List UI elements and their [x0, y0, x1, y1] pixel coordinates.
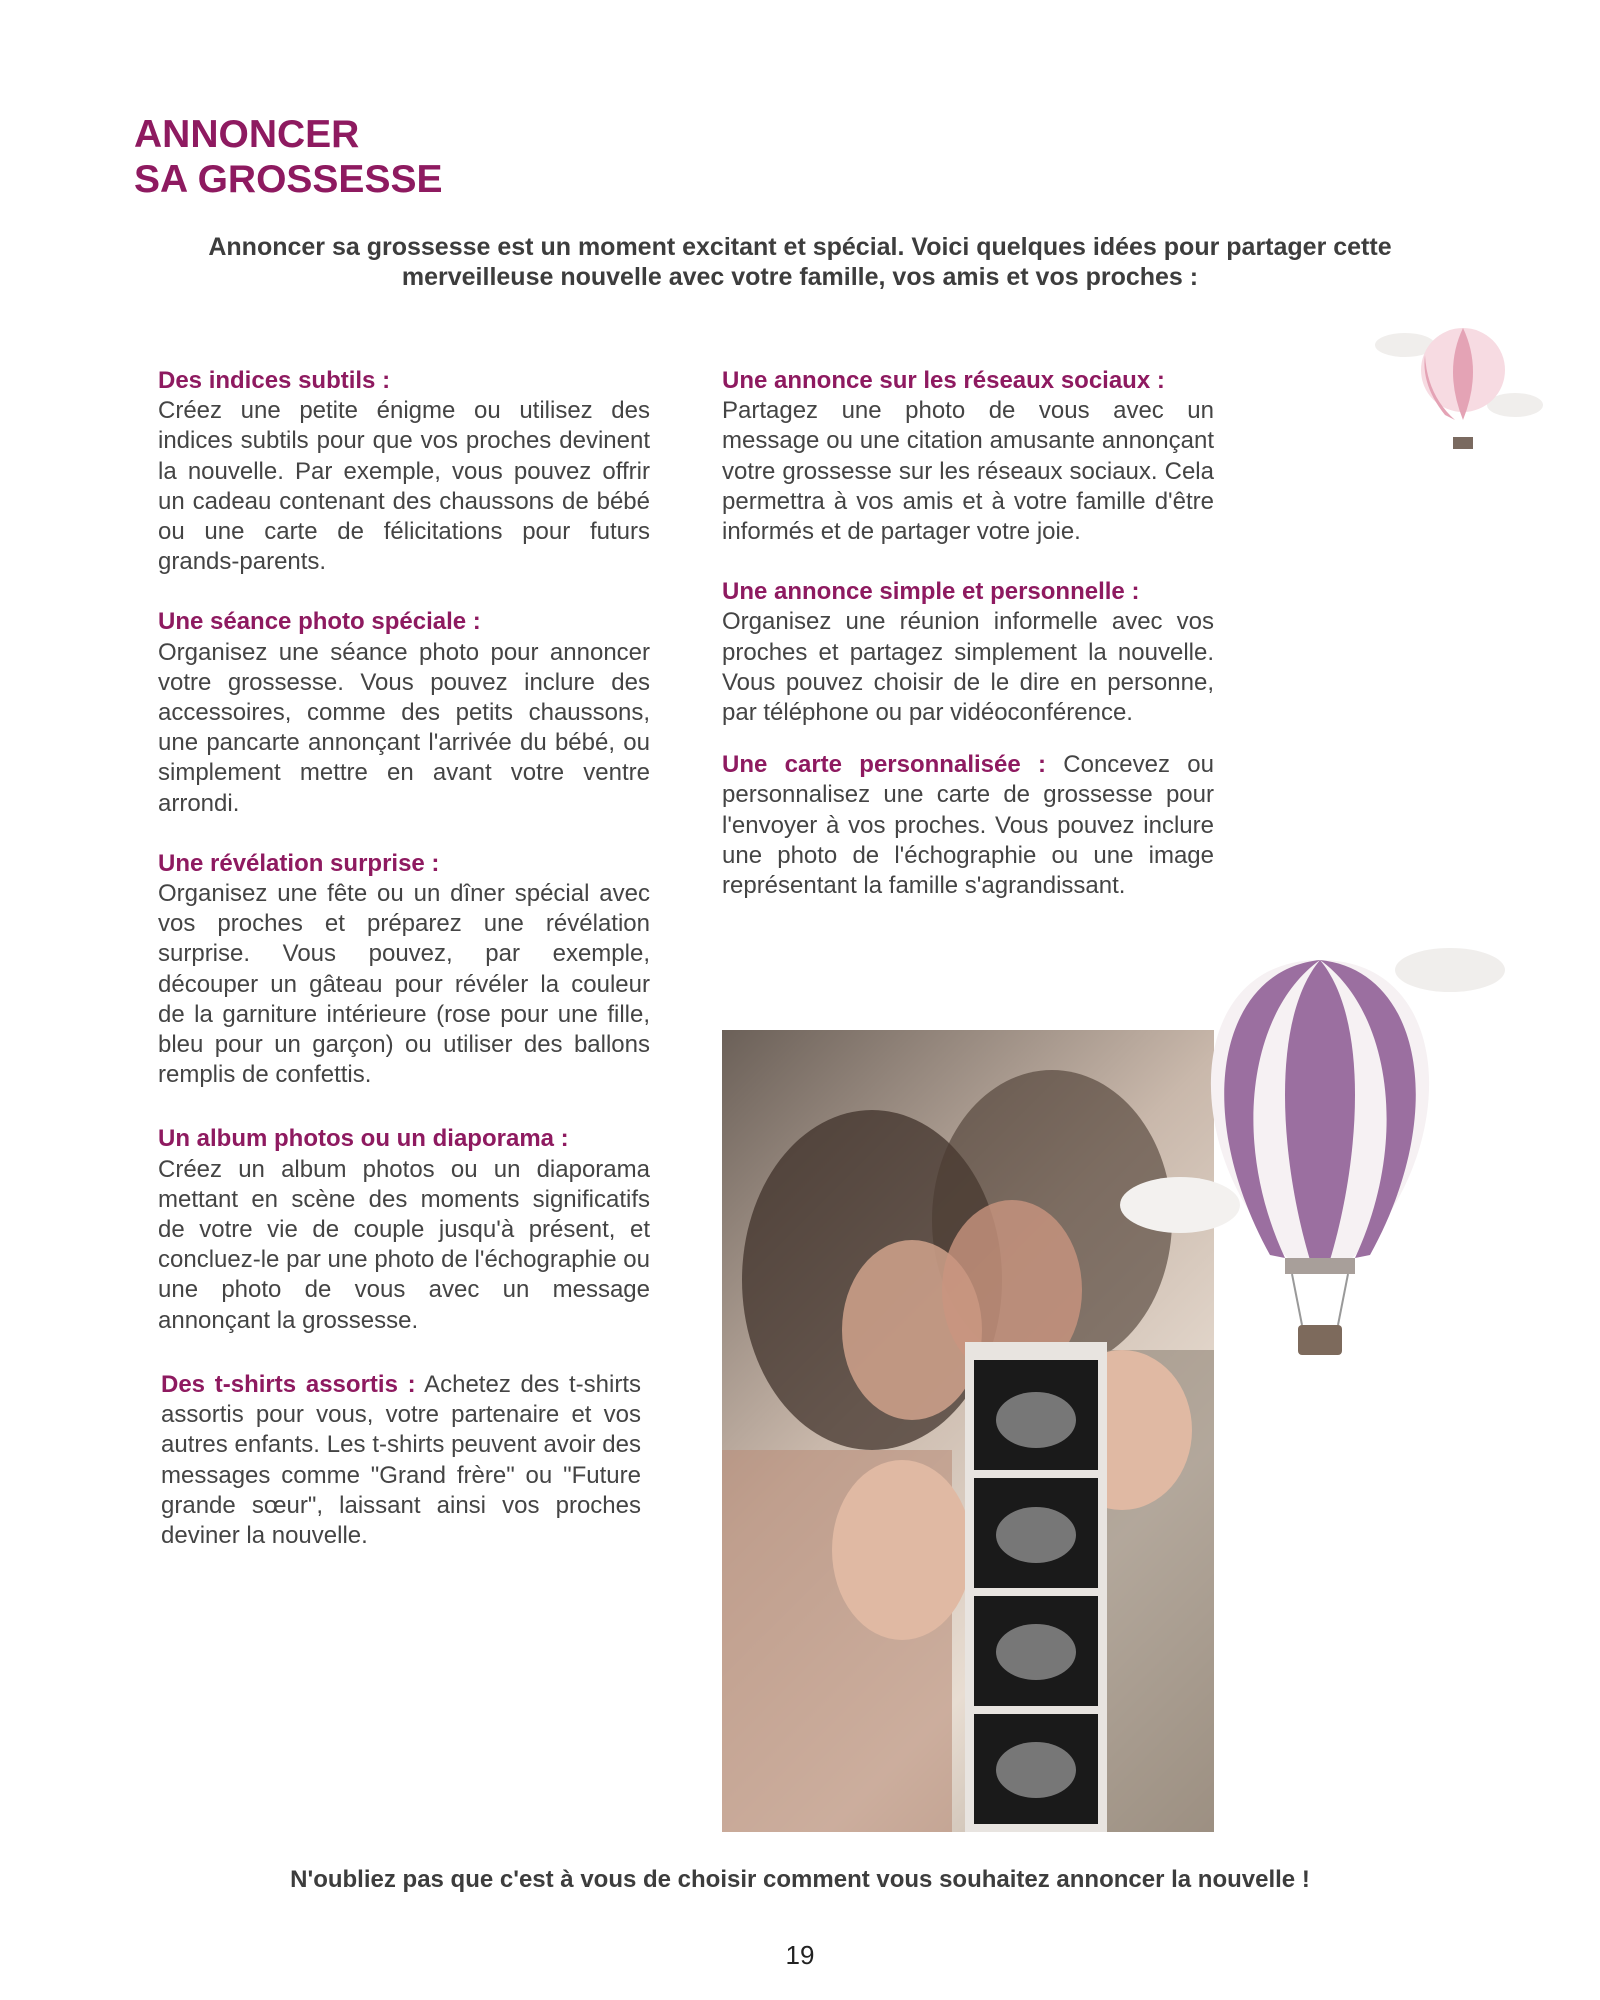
section-heading: Des t-shirts assortis :: [161, 1370, 416, 1398]
page-number: 19: [785, 1940, 815, 1970]
section-reseaux: [722, 366, 1214, 547]
section-revelation: [158, 849, 650, 1091]
title-line-2: SA GROSSESSE: [134, 158, 443, 201]
section-tshirts: [161, 1370, 641, 1551]
section-text: Créez un album photos ou un diaporama mettant en scène des moments significatifs de votre vie de couple jusqu'à présent, et concluez-le par une photo de l'échographie ou une photo de vous avec un message annonçant la grossesse.: [158, 1155, 650, 1334]
section-text: Partagez une photo de vous avec un message ou une citation amusante annonçant votre grossesse sur les réseaux sociaux. Cela permettra à vos amis et à votre famille d'être informés et de partager votre joie.: [722, 397, 1214, 546]
section-heading: Une annonce simple et personnelle :: [722, 578, 1140, 606]
section-album: [158, 1124, 650, 1335]
section-text: Organisez une fête ou un dîner spécial avec vos proches et préparez une révélation surprise. Vous pouvez, par exemple, découper un gâteau pour révéler la couleur de la garniture intérieure (rose pour une fille, bleu pour un garçon) ou utiliser des ballons remplis de confettis.: [158, 880, 650, 1089]
section-heading: Une séance photo spéciale :: [158, 608, 481, 636]
section-text: Achetez des t-shirts assortis pour vous, votre partenaire et vos autres enfants. Les t-shirts peuvent avoir des messages comme "Grand frère" ou "Future grande sœur", laissant ainsi vos proches deviner la nouvelle.: [161, 1370, 642, 1549]
right-column: [722, 366, 1214, 901]
title-line-1: ANNONCER: [134, 113, 360, 156]
section-heading: Une carte personnalisée :: [722, 751, 1046, 779]
small-pink-balloon-icon: [1365, 325, 1545, 455]
section-carte: [722, 750, 1214, 901]
section-heading: Des indices subtils :: [158, 367, 391, 394]
section-text: Organisez une séance photo pour annoncer votre grossesse. Vous pouvez inclure des accessoires, comme des petits chaussons, une pancarte annonçant l'arrivée du bébé, ou simplement mettre en avant votre ventre arrondi.: [158, 638, 650, 817]
large-purple-balloon-icon: [1120, 940, 1520, 1380]
section-heading: Une annonce sur les réseaux sociaux :: [722, 367, 1165, 394]
section-heading: Une révélation surprise :: [158, 849, 440, 877]
section-text: Créez une petite énigme ou utilisez des indices subtils pour que vos proches devinent la nouvelle. Par exemple, vous pouvez offrir un cadeau contenant des chaussons de bébé ou une carte de félicitations pour futurs grands-parents.: [158, 397, 650, 576]
section-heading: Un album photos ou un diaporama :: [158, 1125, 569, 1153]
page-title: [134, 112, 442, 202]
section-text: Concevez ou personnalisez une carte de grossesse pour l'envoyer à vos proches. Vous pouvez inclure une photo de l'échographie ou une image représentant la famille s'agrandissant.: [722, 751, 1214, 900]
section-seance-photo: [158, 607, 650, 818]
section-text: Organisez une réunion informelle avec vos proches et partagez simplement la nouvelle. Vous pouvez choisir de le dire en personne, par téléphone ou par vidéoconférence.: [722, 608, 1214, 727]
intro-text: Annoncer sa grossesse est un moment excitant et spécial. Voici quelques idées pour partager cette merveilleuse nouvelle avec votre famille, vos amis et vos proches :: [208, 233, 1392, 291]
section-simple: [722, 577, 1214, 728]
closing-note: N'oubliez pas que c'est à vous de choisir comment vous souhaitez annoncer la nouvelle !: [290, 1866, 1310, 1893]
left-column: [158, 366, 650, 1551]
section-indices: [158, 366, 650, 577]
